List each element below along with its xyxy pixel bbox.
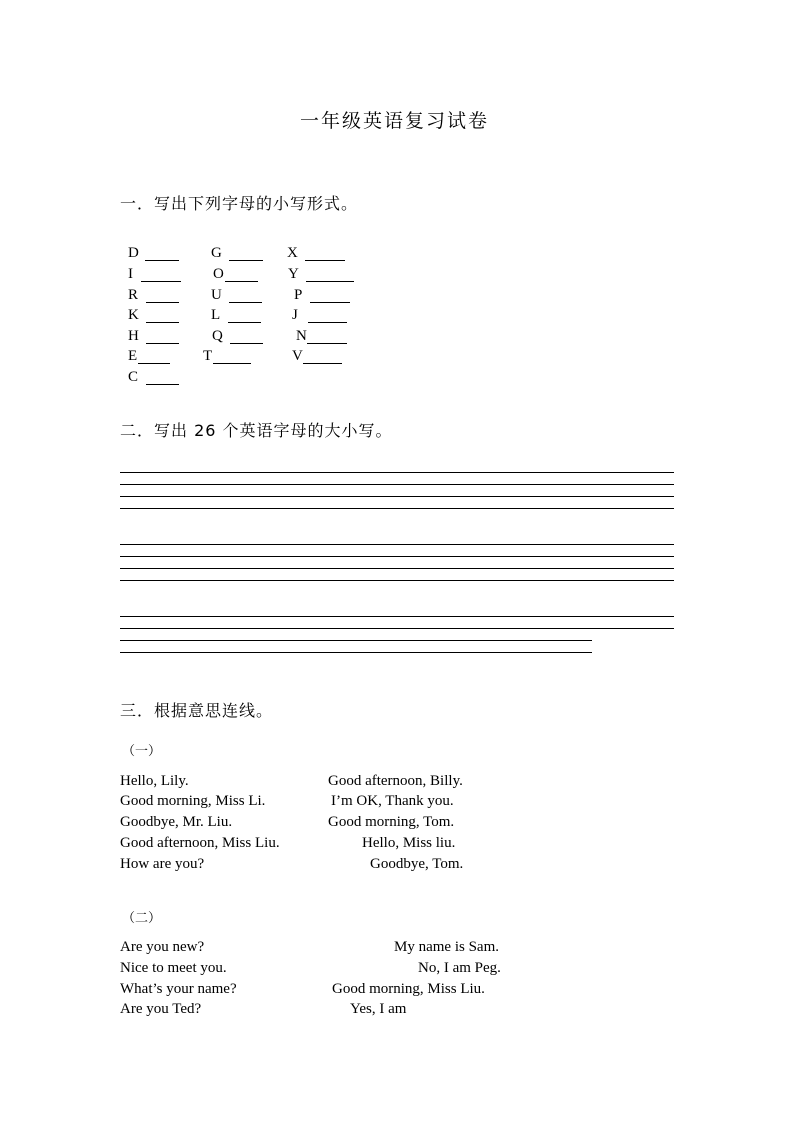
letter-item: L xyxy=(211,307,221,323)
answer-blank[interactable] xyxy=(306,281,354,282)
answer-blank[interactable] xyxy=(146,384,179,385)
answer-blank[interactable] xyxy=(303,363,342,364)
left-phrase: Good afternoon, Miss Liu. xyxy=(120,835,280,851)
left-phrase: How are you? xyxy=(120,856,205,872)
letter-item: D xyxy=(128,245,139,261)
right-phrase: Yes, I am xyxy=(350,1001,407,1017)
letter-item: R xyxy=(128,287,139,303)
writing-line[interactable] xyxy=(120,484,674,485)
letter-item: H xyxy=(128,328,139,344)
right-phrase: No, I am Peg. xyxy=(418,960,501,976)
letter-item: U xyxy=(211,287,222,303)
left-phrase: Are you Ted? xyxy=(120,1001,202,1017)
writing-line[interactable] xyxy=(120,556,674,557)
left-phrase: Goodbye, Mr. Liu. xyxy=(120,814,233,830)
writing-line[interactable] xyxy=(120,652,592,653)
answer-blank[interactable] xyxy=(310,302,350,303)
right-phrase: My name is Sam. xyxy=(394,939,499,955)
answer-blank[interactable] xyxy=(228,322,261,323)
letter-item: Q xyxy=(212,328,223,344)
answer-blank[interactable] xyxy=(138,363,170,364)
answer-blank[interactable] xyxy=(225,281,258,282)
letter-item: V xyxy=(292,348,303,364)
writing-line[interactable] xyxy=(120,580,674,581)
answer-blank[interactable] xyxy=(146,322,179,323)
right-phrase: I’m OK, Thank you. xyxy=(331,793,454,809)
left-phrase: Good morning, Miss Li. xyxy=(120,793,266,809)
right-phrase: Good morning, Miss Liu. xyxy=(332,981,485,997)
answer-blank[interactable] xyxy=(213,363,251,364)
part2-label: （二） xyxy=(122,911,162,926)
writing-line[interactable] xyxy=(120,628,674,629)
writing-line[interactable] xyxy=(120,616,674,617)
writing-line[interactable] xyxy=(120,472,674,473)
section1-heading: 一．写出下列字母的小写形式。 xyxy=(120,194,359,213)
answer-blank[interactable] xyxy=(146,302,179,303)
letter-item: I xyxy=(128,266,133,282)
answer-blank[interactable] xyxy=(145,260,179,261)
letter-item: C xyxy=(128,369,139,385)
letter-item: J xyxy=(292,307,298,323)
left-phrase: Nice to meet you. xyxy=(120,960,227,976)
letter-item: N xyxy=(296,328,307,344)
letter-item: K xyxy=(128,307,139,323)
letter-item: P xyxy=(294,287,303,303)
left-phrase: Are you new? xyxy=(120,939,205,955)
writing-line[interactable] xyxy=(120,544,674,545)
right-phrase: Good morning, Tom. xyxy=(328,814,455,830)
letter-item: G xyxy=(211,245,222,261)
writing-line[interactable] xyxy=(120,508,674,509)
letter-item: O xyxy=(213,266,224,282)
section2-heading: 二．写出 26 个英语字母的大小写。 xyxy=(120,421,393,440)
answer-blank[interactable] xyxy=(230,343,263,344)
answer-blank[interactable] xyxy=(229,260,263,261)
letter-item: X xyxy=(287,245,298,261)
answer-blank[interactable] xyxy=(305,260,345,261)
letter-item: Y xyxy=(288,266,299,282)
answer-blank[interactable] xyxy=(308,322,347,323)
left-phrase: What’s your name? xyxy=(120,981,237,997)
answer-blank[interactable] xyxy=(229,302,262,303)
right-phrase: Good afternoon, Billy. xyxy=(328,773,463,789)
answer-blank[interactable] xyxy=(146,343,179,344)
writing-line[interactable] xyxy=(120,640,592,641)
right-phrase: Hello, Miss liu. xyxy=(362,835,456,851)
answer-blank[interactable] xyxy=(307,343,347,344)
section3-heading: 三．根据意思连线。 xyxy=(120,701,274,720)
answer-blank[interactable] xyxy=(141,281,181,282)
page-title: 一年级英语复习试卷 xyxy=(300,110,490,132)
left-phrase: Hello, Lily. xyxy=(120,773,189,789)
letter-item: T xyxy=(203,348,213,364)
letter-item: E xyxy=(128,348,138,364)
right-phrase: Goodbye, Tom. xyxy=(370,856,464,872)
part1-label: （一） xyxy=(122,744,162,759)
writing-line[interactable] xyxy=(120,496,674,497)
writing-line[interactable] xyxy=(120,568,674,569)
